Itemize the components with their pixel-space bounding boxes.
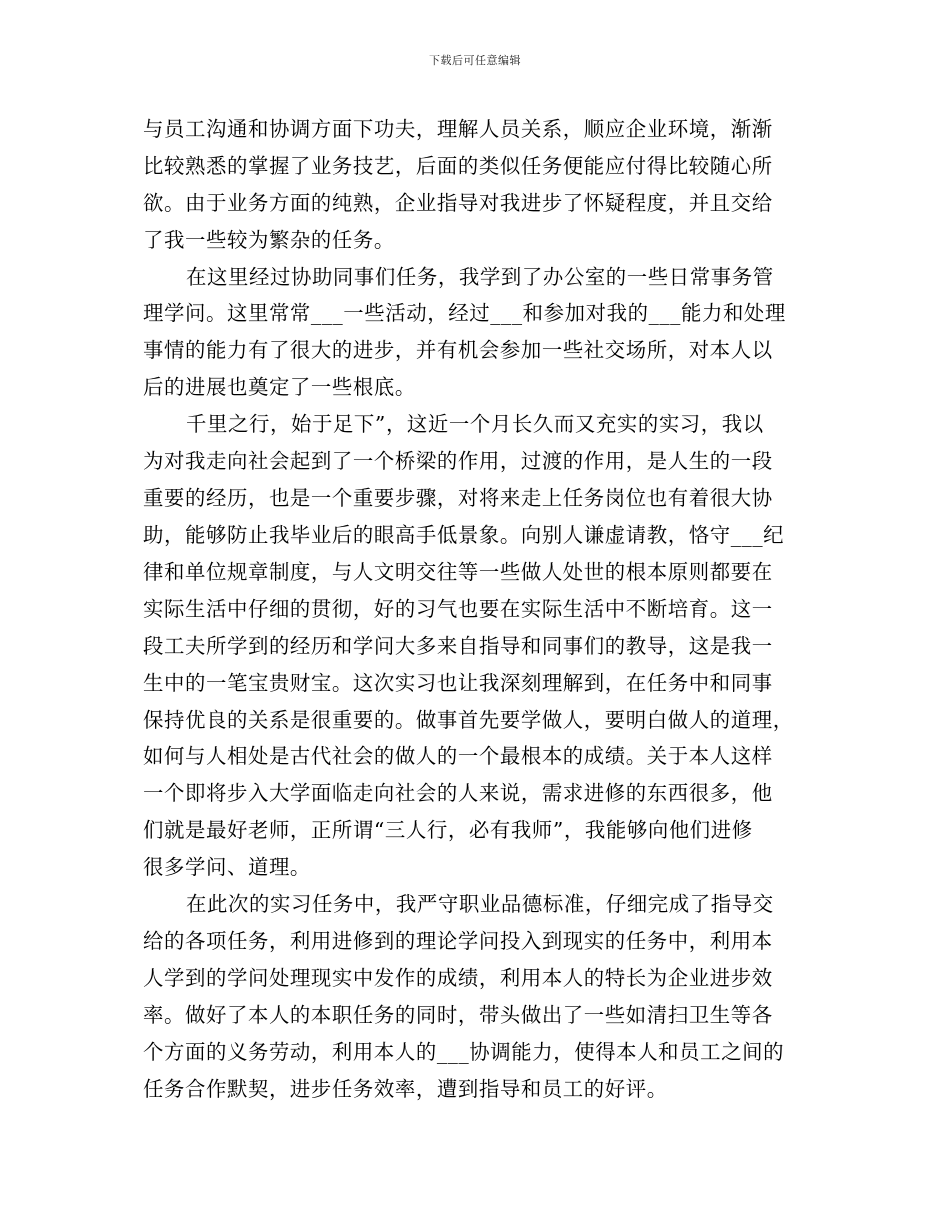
text-line: 理学问。这里常常___一些活动，经过___和参加对我的___能力和处理: [143, 301, 786, 325]
text-line: 段工夫所学到的经历和学问大多来自指导和同事们的教导，这是我一: [143, 634, 773, 658]
text-line: 为对我走向社会起到了一个桥梁的作用，过渡的作用，是人生的一段: [143, 449, 773, 473]
text-line: 事情的能力有了很大的进步，并有机会参加一些社交场所，对本人以: [143, 338, 773, 362]
text-line: 在此次的实习任务中，我严守职业品德标准，仔细完成了指导交: [186, 892, 774, 916]
text-line: 个方面的义务劳动，利用本人的___协调能力，使得本人和员工之间的: [143, 1040, 785, 1064]
text-line: 在这里经过协助同事们任务，我学到了办公室的一些日常事务管: [186, 265, 774, 289]
text-line: 律和单位规章制度，与人文明交往等一些做人处世的根本原则都要在: [143, 560, 773, 584]
text-line: 人学到的学问处理现实中发作的成绩，利用本人的特长为企业进步效: [143, 966, 773, 990]
text-line: 重要的经历，也是一个重要步骤，对将来走上任务岗位也有着很大协: [143, 486, 773, 510]
text-line: 任务合作默契，进步任务效率，遭到指导和员工的好评。: [143, 1077, 668, 1101]
text-line: 如何与人相处是古代社会的做人的一个最根本的成绩。关于本人这样: [143, 744, 773, 768]
text-line: 一个即将步入大学面临走向社会的人来说，需求进修的东西很多，他: [143, 781, 773, 805]
text-line: 欲。由于业务方面的纯熟，企业指导对我进步了怀疑程度，并且交给: [143, 191, 773, 215]
text-line: 率。做好了本人的本职任务的同时，带头做出了一些如清扫卫生等各: [143, 1003, 773, 1027]
text-line: 比较熟悉的掌握了业务技艺，后面的类似任务便能应付得比较随心所: [143, 154, 773, 178]
text-line: 生中的一笔宝贵财宝。这次实习也让我深刻理解到，在任务中和同事: [143, 671, 773, 695]
text-line: 助，能够防止我毕业后的眼高手低景象。向别人谦虚请教，恪守___纪: [143, 523, 785, 547]
page-header: 下载后可任意编辑: [429, 54, 521, 67]
text-line: 后的进展也奠定了一些根底。: [143, 375, 416, 399]
text-line: 与员工沟通和协调方面下功夫，理解人员关系，顺应企业环境，渐渐: [143, 117, 773, 141]
text-line: 保持优良的关系是很重要的。做事首先要学做人，要明白做人的道理，: [143, 708, 794, 732]
text-line: 们就是最好老师，正所谓“三人行，必有我师”，我能够向他们进修: [143, 818, 753, 842]
text-line: 千里之行，始于足下”，这近一个月长久而又充实的实习，我以: [186, 412, 764, 436]
text-line: 了我一些较为繁杂的任务。: [143, 228, 395, 252]
text-line: 给的各项任务，利用进修到的理论学问投入到现实的任务中，利用本: [143, 929, 773, 953]
text-line: 很多学问、道理。: [143, 855, 311, 879]
text-line: 实际生活中仔细的贯彻，好的习气也要在实际生活中不断培育。这一: [143, 597, 773, 621]
